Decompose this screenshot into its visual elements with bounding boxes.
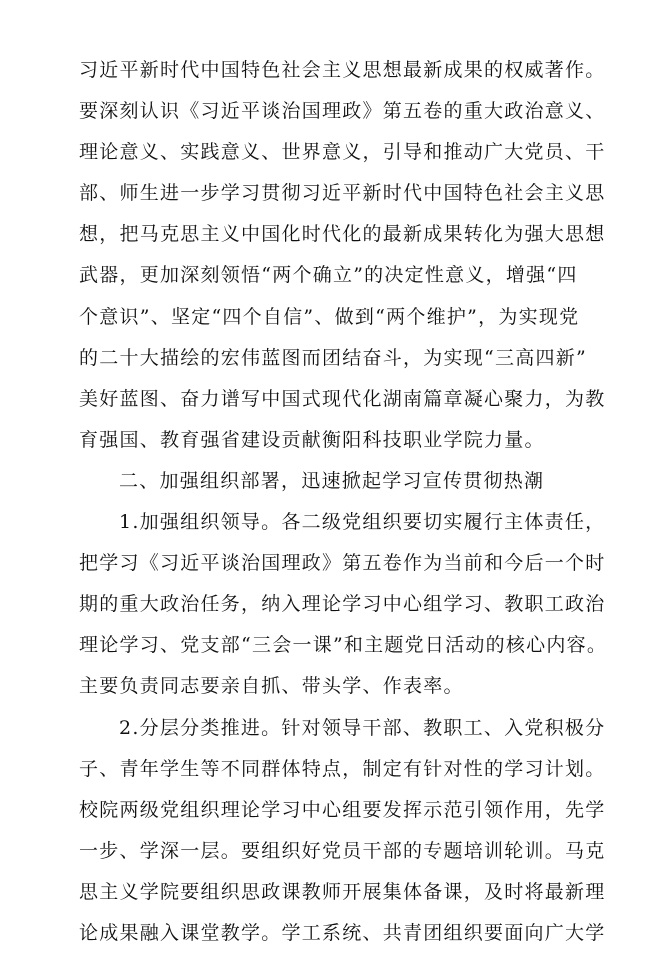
text-line: 理论学习、党支部“三会一课”和主题党日活动的核心内容。 — [79, 634, 608, 657]
text-line: 理论意义、实践意义、世界意义，引导和推动广大党员、干 — [79, 141, 606, 164]
text-line: 的二十大描绘的宏伟蓝图而团结奋斗，为实现“三高四新” — [79, 346, 587, 369]
text-line: 要深刻认识《习近平谈治国理政》第五卷的重大政治意义、 — [79, 100, 606, 123]
document-body — [79, 50, 608, 954]
text-line: 想，把马克思主义中国化时代化的最新成果转化为强大思想 — [79, 223, 606, 246]
text-line: 个意识”、坚定“四个自信”、做到“两个维护”，为实现党 — [79, 305, 580, 328]
text-line: 子、青年学生等不同群体特点，制定有针对性的学习计划。 — [79, 757, 606, 780]
text-line: 育强国、教育强省建设贡献衡阳科技职业学院力量。 — [79, 428, 545, 451]
text-line: 把学习《习近平谈治国理政》第五卷作为当前和今后一个时 — [79, 552, 606, 575]
text-line: 校院两级党组织理论学习中心组要发挥示范引领作用，先学 — [79, 798, 606, 821]
section-heading: 二、加强组织部署，迅速掀起学习宣传贯彻热潮 — [119, 469, 545, 492]
text-line: 部、师生进一步学习贯彻习近平新时代中国特色社会主义思 — [79, 182, 606, 205]
text-line: 一步、学深一层。要组织好党员干部的专题培训轮训。马克 — [79, 839, 606, 862]
text-line: 论成果融入课堂教学。学工系统、共青团组织要面向广大学 — [79, 921, 606, 944]
text-line: 1.加强组织领导。各二级党组织要切实履行主体责任， — [119, 511, 606, 534]
text-line: 主要负责同志要亲自抓、带头学、作表率。 — [79, 675, 464, 698]
text-line: 武器，更加深刻领悟“两个确立”的决定性意义，增强“四 — [79, 264, 578, 287]
text-line: 美好蓝图、奋力谱写中国式现代化湖南篇章凝心聚力，为教 — [79, 387, 606, 410]
text-line: 思主义学院要组织思政课教师开展集体备课，及时将最新理 — [79, 880, 606, 903]
text-line: 2.分层分类推进。针对领导干部、教职工、入党积极分 — [119, 716, 606, 739]
text-line: 期的重大政治任务，纳入理论学习中心组学习、教职工政治 — [79, 593, 606, 616]
text-line: 习近平新时代中国特色社会主义思想最新成果的权威著作。 — [79, 59, 606, 81]
